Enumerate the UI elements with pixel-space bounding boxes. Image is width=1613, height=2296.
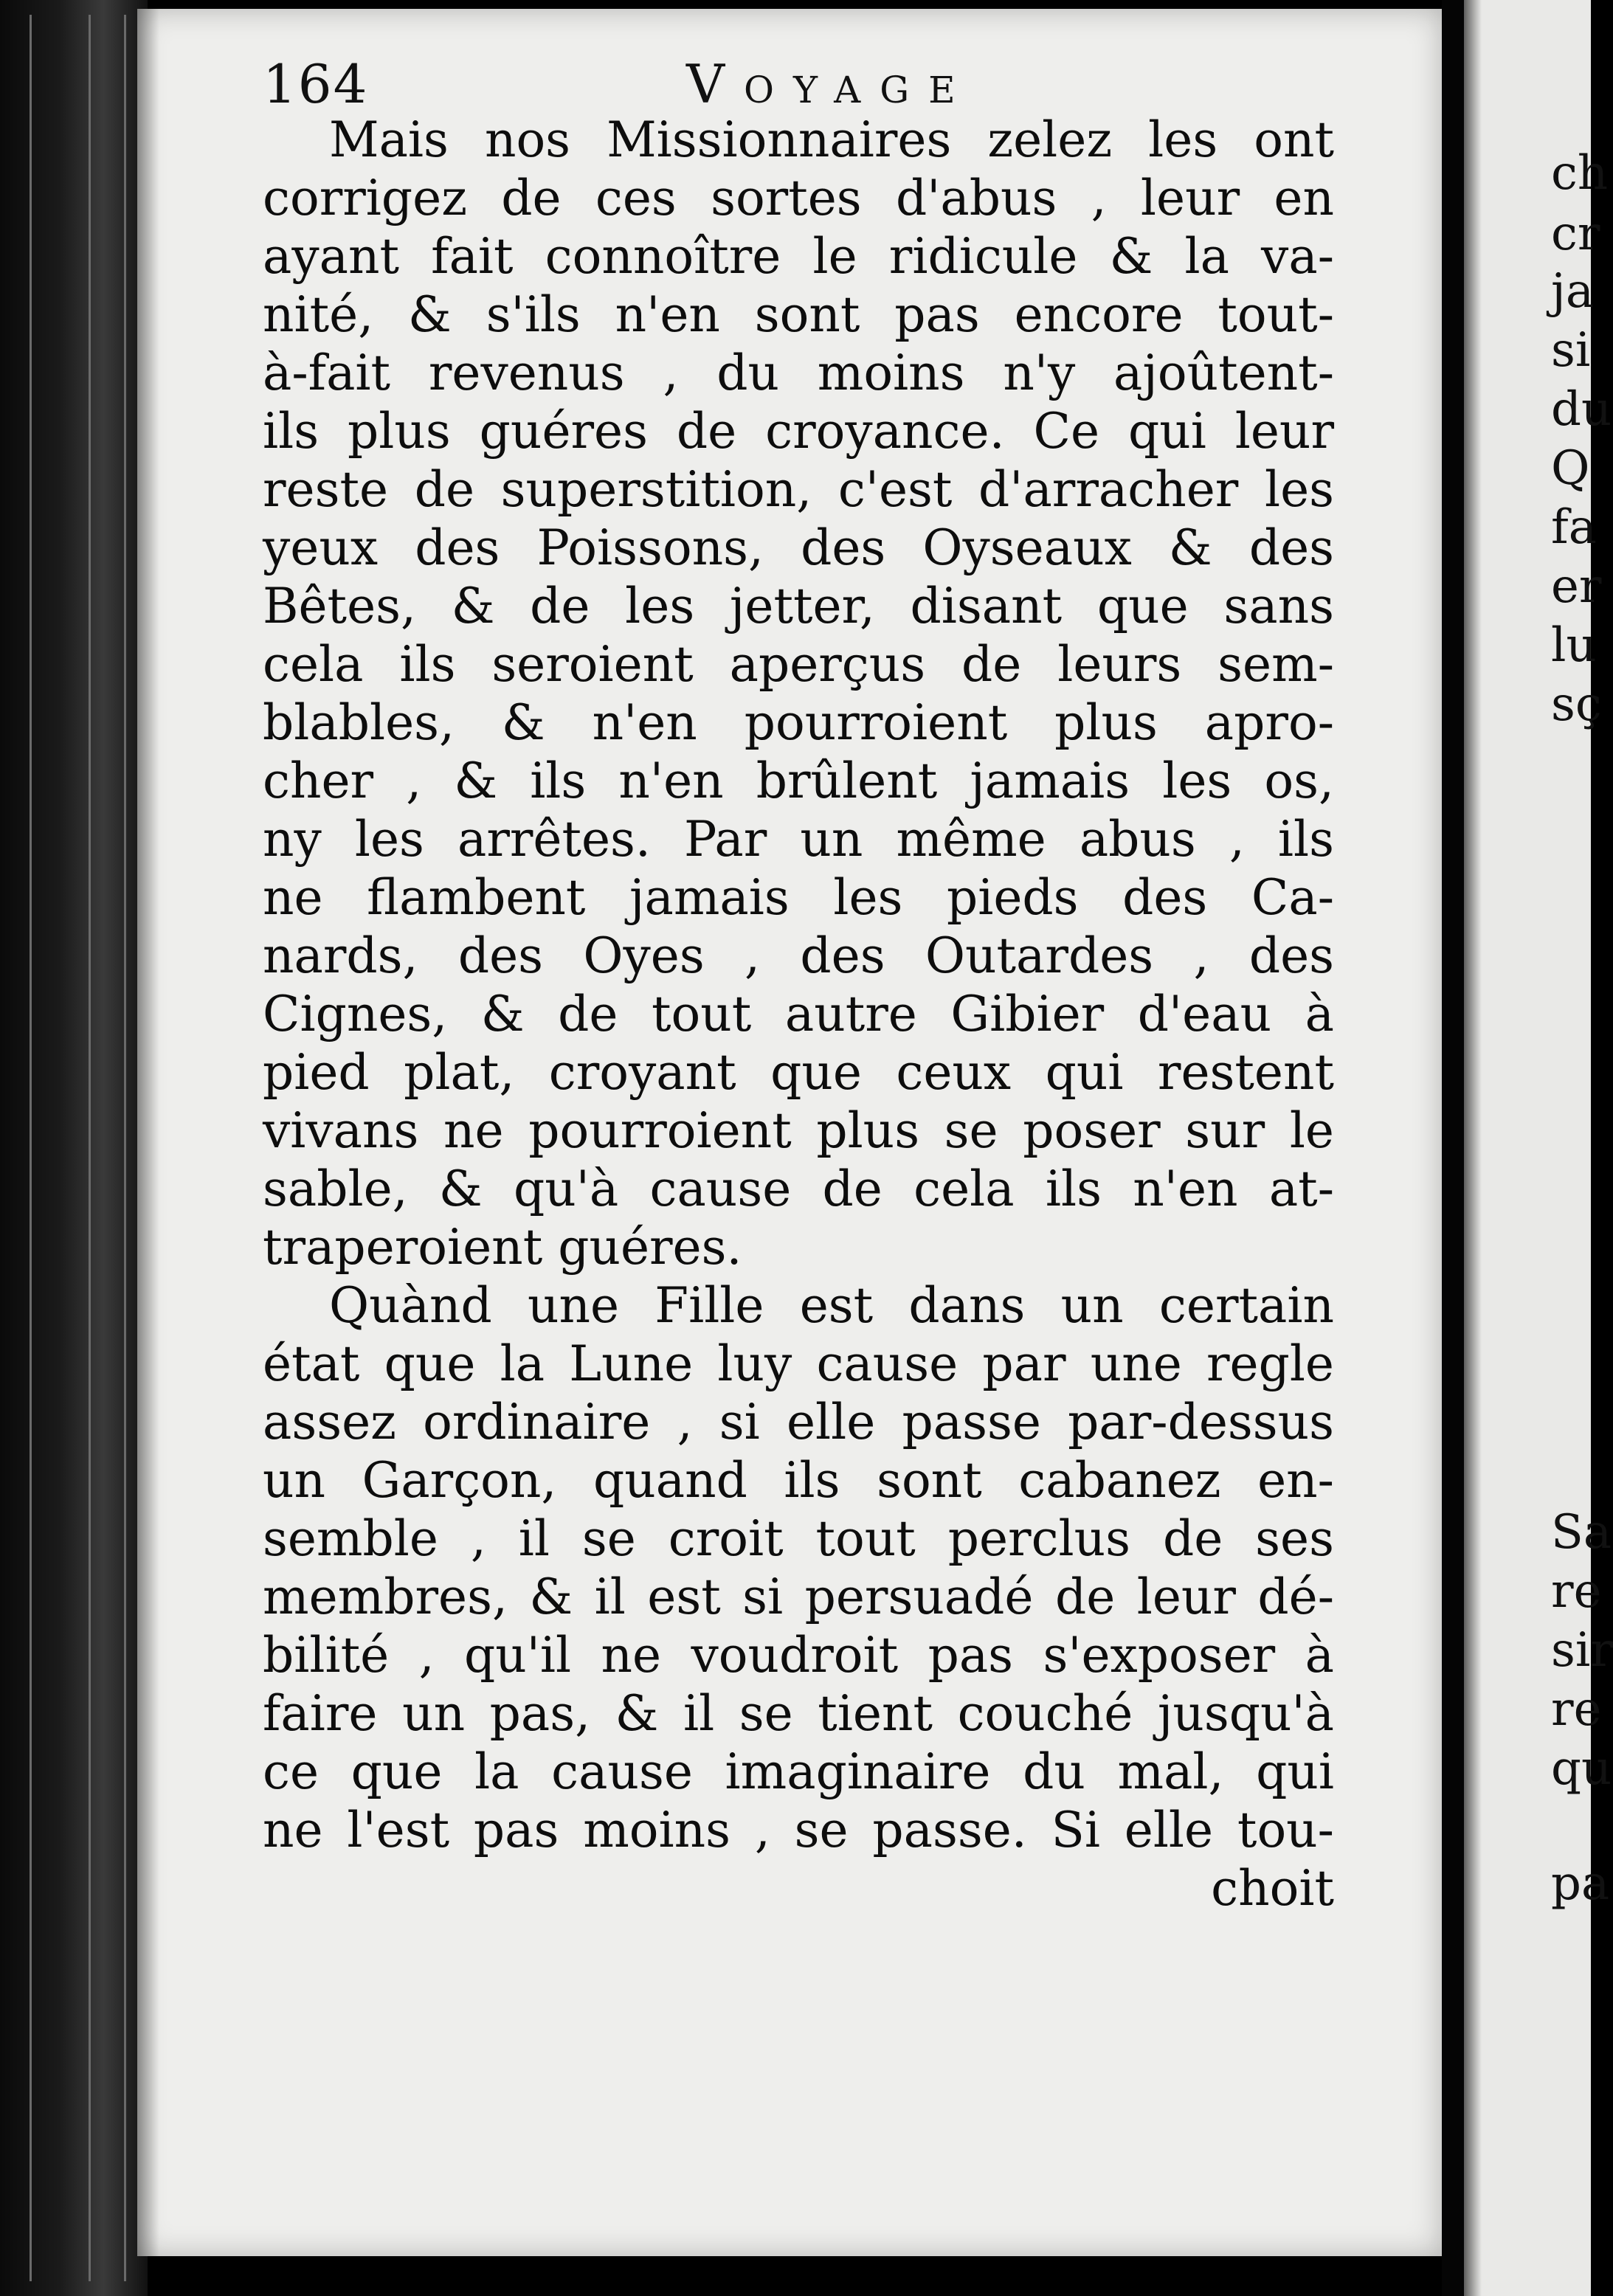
text-line: semble , il se croit tout perclus de ses [263, 1510, 1334, 1567]
text-line: corrigez de ces sortes d'abus , leur en [263, 170, 1334, 227]
page-gutter [1442, 0, 1464, 2296]
running-title: Voyage [686, 53, 975, 115]
text-line: vivans ne pourroient plus se poser sur le [263, 1102, 1334, 1159]
text-line: sable, & qu'à cause de cela ils n'en at- [263, 1161, 1334, 1217]
facing-page-fragment: sir [1551, 1623, 1613, 1678]
page-text-block [263, 111, 1334, 1918]
facing-page-fragment: ja [1551, 264, 1594, 319]
page-number: 164 [263, 53, 369, 115]
text-line: membres, & il est si persuadé de leur dé- [263, 1569, 1334, 1625]
text-line: cher , & ils n'en brûlent jamais les os, [263, 753, 1334, 809]
text-line: yeux des Poissons, des Oyseaux & des [263, 519, 1334, 576]
catchword: choit [1211, 1860, 1334, 1917]
text-line: nards, des Oyes , des Outardes , des [263, 927, 1334, 984]
facing-page-fragment: si [1551, 323, 1591, 378]
text-line: bilité , qu'il ne voudroit pas s'exposer à [263, 1627, 1334, 1684]
text-line: cela ils seroient aperçus de leurs sem- [263, 636, 1334, 693]
facing-page-fragment: du [1551, 382, 1612, 437]
text-line: blables, & n'en pourroient plus apro- [263, 694, 1334, 751]
facing-page-fragment: re [1551, 1564, 1602, 1619]
facing-page-fragment: re [1551, 1682, 1602, 1737]
running-head [263, 53, 1074, 120]
facing-page-fragment: lu [1551, 618, 1597, 673]
text-line: assez ordinaire , si elle passe par-dessus [263, 1394, 1334, 1450]
text-line: ny les arrêtes. Par un même abus , ils [263, 811, 1334, 868]
text-line: à-fait revenus , du moins n'y ajoûtent- [263, 345, 1334, 401]
text-line: Quànd une Fille est dans un certain [329, 1277, 1334, 1334]
facing-page-fragment: ch [1551, 146, 1609, 201]
text-line: pied plat, croyant que ceux qui restent [263, 1044, 1334, 1101]
facing-page-fragment: er [1551, 559, 1602, 614]
text-line: un Garçon, quand ils sont cabanez en- [263, 1452, 1334, 1509]
book-binding-edge [0, 0, 148, 2296]
text-line: faire un pas, & il se tient couché jusqu'à [263, 1685, 1334, 1742]
text-line: Bêtes, & de les jetter, disant que sans [263, 578, 1334, 634]
facing-page-fragment: sç [1551, 677, 1602, 732]
text-line: ils plus guéres de croyance. Ce qui leur [263, 403, 1334, 460]
facing-page-edge [1464, 0, 1613, 2296]
text-line: reste de superstition, c'est d'arracher les [263, 461, 1334, 518]
facing-page-fragment: qu [1551, 1741, 1612, 1796]
facing-page-fragment: fa [1551, 500, 1597, 555]
text-line: nité, & s'ils n'en sont pas encore tout- [263, 286, 1334, 343]
text-line: ayant fait connoître le ridicule & la va- [263, 228, 1334, 285]
facing-page-fragment: cr [1551, 207, 1600, 261]
text-line: ne l'est pas moins , se passe. Si elle tou- [263, 1802, 1334, 1858]
facing-page-fragment: pa [1551, 1856, 1610, 1911]
text-line: traperoient guéres. [263, 1219, 742, 1276]
text-line: ne flambent jamais les pieds des Ca- [263, 869, 1334, 926]
text-line: état que la Lune luy cause par une regle [263, 1335, 1334, 1392]
text-line: Cignes, & de tout autre Gibier d'eau à [263, 986, 1334, 1042]
facing-page-fragment: Q [1551, 441, 1590, 496]
text-line: ce que la cause imaginaire du mal, qui [263, 1743, 1334, 1800]
facing-page-fragment: Sa [1551, 1505, 1612, 1560]
text-line: Mais nos Missionnaires zelez les ont [329, 111, 1334, 168]
